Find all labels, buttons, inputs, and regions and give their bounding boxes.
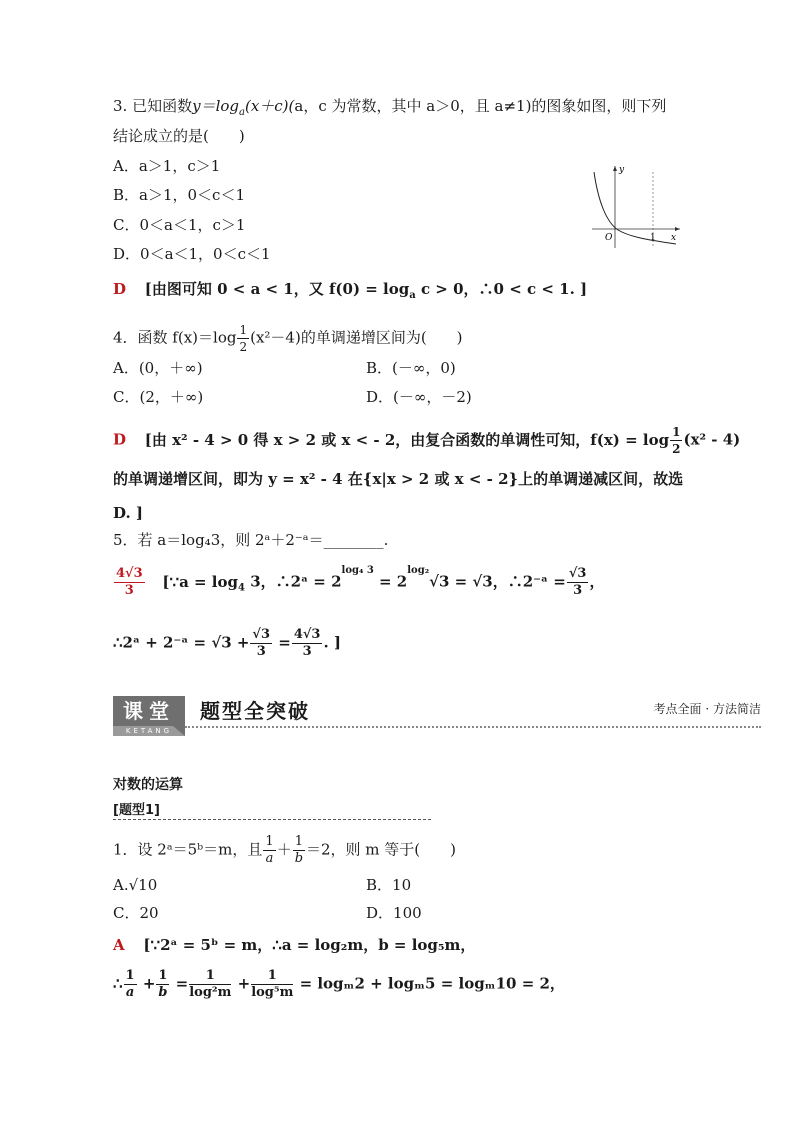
t1-f2-num: 1 bbox=[294, 834, 303, 849]
q4-option-a: A．(0，＋∞) bbox=[113, 359, 203, 377]
type-divider bbox=[113, 819, 431, 820]
q5-sol2-f2-den: 3 bbox=[302, 644, 312, 659]
q4-answer-text1: [由 x² - 4 > 0 得 x > 2 或 x < - 2，由复合函数的单调性可知，f(x) = log bbox=[144, 430, 670, 449]
t1-l2-f1-num: 1 bbox=[125, 968, 135, 983]
q3-arg: (x＋c)( bbox=[244, 97, 295, 115]
t1-answer-text1: [∵2ᵃ = 5ᵇ = m，∴a = log₂m，b = log₅m， bbox=[143, 936, 476, 954]
q4-option-b: B．(－∞，0) bbox=[366, 359, 456, 377]
q3-option-a: A．a＞1，c＞1 bbox=[113, 157, 221, 175]
q5-sol1-exp2: log₂ bbox=[407, 564, 430, 576]
t1-f1-den: a bbox=[265, 851, 274, 866]
q3-option-b: B．a＞1，0＜c＜1 bbox=[113, 186, 245, 204]
q3-cond: a，c 为常数，其中 a＞0，且 a≠1)的图象如图，则下列 bbox=[294, 97, 667, 115]
q5-sol2-f1-num: √3 bbox=[252, 627, 271, 642]
graph-x-label: x bbox=[671, 233, 677, 243]
q3-stem-line2: 结论成立的是( ) bbox=[113, 127, 245, 145]
q5-answer-den: 3 bbox=[124, 583, 134, 598]
t1-stem bbox=[113, 834, 456, 867]
q4-frac-num: 1 bbox=[239, 323, 248, 337]
t1-answer-letter: A bbox=[113, 936, 125, 954]
q4-answer-line2: 的单调递增区间，即为 y = x² - 4 在{x|x > 2 或 x < - 2}上的单调递减区间，故选 bbox=[113, 470, 684, 488]
graph-tick-label: 1 bbox=[650, 233, 656, 243]
t1-l2-plus1: + bbox=[137, 974, 156, 993]
q5-stem: 5．若 a＝log₄3，则 2ᵃ＋2⁻ᵃ＝________. bbox=[113, 531, 389, 549]
banner-tag-triangle bbox=[173, 726, 185, 736]
q3-option-c: C．0＜a＜1，c＞1 bbox=[113, 216, 246, 234]
q5-sol1-sub: 4 bbox=[238, 582, 245, 594]
t1-l2-tail: = logₘ2 + logₘ5 = logₘ10 = 2， bbox=[294, 974, 565, 993]
banner-tag-sub: KETANG bbox=[113, 726, 185, 736]
q4-option-d: D．(－∞，－2) bbox=[366, 388, 472, 406]
q3-lead: 3. 已知函数 bbox=[113, 97, 193, 115]
t1-l2-f4-num: 1 bbox=[251, 968, 293, 985]
t1-option-b: B．10 bbox=[366, 876, 412, 894]
q5-sol1-frac-num: √3 bbox=[568, 566, 587, 581]
graph-origin-label: O bbox=[605, 233, 613, 243]
q4-answer-letter: D bbox=[113, 430, 127, 449]
t1-f2-den: b bbox=[294, 851, 304, 866]
t1-l2-therefore: ∴ bbox=[113, 974, 123, 993]
q3-answer-letter: D bbox=[113, 280, 127, 298]
t1-l2-plus2: + bbox=[232, 974, 251, 993]
q4-answer-line3: D. ] bbox=[113, 504, 144, 522]
graph-y-arrow bbox=[613, 166, 617, 171]
q4-ans-frac-den: 2 bbox=[672, 442, 681, 456]
q5-sol2-b: = bbox=[273, 633, 291, 652]
type-label: [题型1] bbox=[113, 803, 160, 818]
t1-f1-num: 1 bbox=[265, 834, 274, 849]
t1-answer-line2 bbox=[113, 968, 565, 1001]
q5-answer-line2 bbox=[113, 627, 341, 660]
t1-answer-line1 bbox=[113, 935, 475, 955]
q4-frac-den: 2 bbox=[239, 340, 248, 354]
graph-y-label: y bbox=[619, 165, 625, 175]
q5-sol1-frac-den: 3 bbox=[573, 583, 583, 598]
q4-answer-text1-tail: (x² - 4) bbox=[683, 430, 741, 449]
q4-tail: (x²－4)的单调递增区间为( ) bbox=[250, 328, 463, 347]
q5-sol2-a: ∴2ᵃ + 2⁻ᵃ = √3 + bbox=[113, 633, 250, 652]
t1-l2-f3-num: 1 bbox=[189, 968, 231, 985]
q3-stem-line1 bbox=[113, 96, 666, 123]
q3-option-d: D．0＜a＜1，0＜c＜1 bbox=[113, 245, 271, 263]
t1-option-a: A.√10 bbox=[113, 876, 158, 894]
q4-ans-frac-num: 1 bbox=[672, 425, 681, 439]
q5-sol2-f2-num: 4√3 bbox=[293, 627, 321, 642]
t1-option-d: D．100 bbox=[366, 904, 422, 922]
banner-tag: 课堂 bbox=[113, 696, 185, 726]
q3-graph bbox=[588, 160, 688, 252]
t1-plus: ＋ bbox=[276, 840, 292, 859]
banner-right-text: 考点全面 · 方法简洁 bbox=[653, 702, 761, 716]
q3-answer-sub: a bbox=[409, 290, 416, 301]
q3-answer bbox=[113, 279, 587, 306]
q5-answer-num: 4√3 bbox=[116, 566, 143, 581]
q5-sol2-end: . ] bbox=[323, 633, 341, 652]
q4-lead: 4．函数 f(x)＝log bbox=[113, 328, 237, 347]
t1-l2-f1-den: a bbox=[125, 985, 135, 1000]
q5-answer-line1 bbox=[113, 566, 604, 599]
t1-stem-b: ＝2，则 m 等于( ) bbox=[306, 840, 457, 859]
q5-sol1-c: = 2 bbox=[373, 572, 408, 591]
t1-l2-eq: = bbox=[170, 974, 189, 993]
q5-sol1-end: ， bbox=[589, 572, 605, 591]
q3-answer-tail: c > 0，∴0 < c < 1. ] bbox=[415, 280, 588, 298]
q4-answer-line1 bbox=[113, 424, 740, 457]
section-heading: 对数的运算 bbox=[113, 777, 183, 793]
q5-sol2-f1-den: 3 bbox=[256, 644, 266, 659]
q5-sol1-d: √3 = √3，∴2⁻ᵃ = bbox=[429, 572, 566, 591]
t1-l2-f2-num: 1 bbox=[158, 968, 168, 983]
q5-sol1-a: [∵a = log bbox=[162, 572, 238, 591]
q5-sol1-b: 3，∴2ᵃ = 2 bbox=[244, 572, 342, 591]
q3-func: y＝log bbox=[192, 97, 239, 115]
t1-option-c: C．20 bbox=[113, 904, 159, 922]
banner-title: 题型全突破 bbox=[200, 699, 310, 723]
banner-dotted-line bbox=[185, 726, 761, 728]
q3-answer-text: [由图可知 0 < a < 1，又 f(0) = log bbox=[144, 280, 410, 298]
section-banner bbox=[113, 696, 761, 736]
q5-sol1-exp1: log₄ 3 bbox=[341, 564, 374, 576]
q4-stem bbox=[113, 322, 463, 355]
t1-stem-a: 1．设 2ᵃ＝5ᵇ＝m，且 bbox=[113, 840, 263, 859]
q4-option-c: C．(2，＋∞) bbox=[113, 388, 204, 406]
t1-l2-f3-den: log²m bbox=[189, 985, 232, 1000]
q3-base: a bbox=[239, 107, 245, 118]
t1-l2-f2-den: b bbox=[158, 985, 168, 1000]
t1-l2-f4-den: log⁵m bbox=[251, 985, 294, 1000]
graph-x-arrow bbox=[675, 227, 680, 231]
